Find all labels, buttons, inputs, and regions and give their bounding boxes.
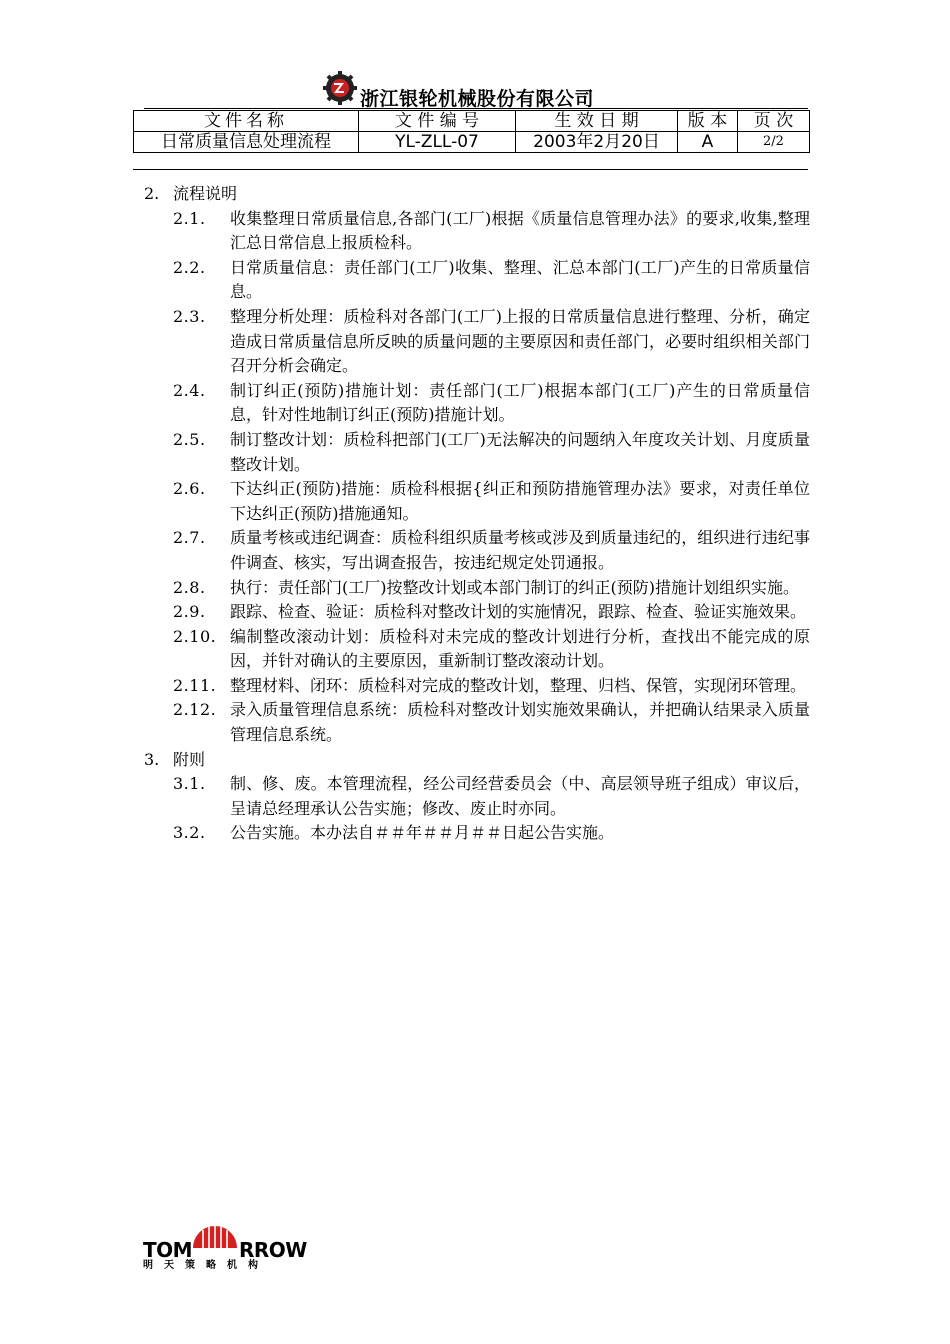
- item-text: 制订纠正(预防)措施计划：责任部门(工厂)根据本部门(工厂)产生的日常质量信息，针对性地制订纠正(预防)措施计划。: [230, 380, 810, 425]
- section-heading: [144, 748, 814, 773]
- item-number: 2.8.: [173, 577, 206, 597]
- item-text: 制、修、废。本管理流程，经公司经营委员会（中、高层领导班子组成）审议后，呈请总经理承认公告实施；修改、废止时亦同。: [230, 774, 810, 818]
- item-text: 整理分析处理：质检科对各部门(工厂)上报的日常质量信息进行整理、分析，确定造成日常质量信息所反映的质量问题的主要原因和责任部门，必要时组织相关部门召开分析会确定。: [230, 306, 810, 376]
- brand-subtitle: 明天策略机构: [143, 1260, 269, 1271]
- item-number: 2.11.: [173, 675, 217, 695]
- table-header-row: [134, 111, 810, 132]
- list-item: [144, 821, 814, 846]
- header-effective-date: 生 效 日 期: [516, 111, 678, 132]
- header-page: 页 次: [738, 111, 810, 132]
- item-text: 收集整理日常质量信息,各部门(工厂)根据《质量信息管理办法》的要求,收集,整理汇总日常信息上报质检科。: [230, 208, 810, 253]
- list-item: [144, 305, 814, 379]
- list-item: [144, 477, 814, 526]
- list-item: [144, 256, 814, 305]
- item-text: 质量考核或违纪调查：质检科组织质量考核或涉及到质量违纪的，组织进行违纪事件调查、核实，写出调查报告，按违纪规定处罚通报。: [230, 528, 810, 572]
- value-page: 2/2: [738, 132, 810, 153]
- item-number: 2.1.: [173, 208, 206, 228]
- list-item: [144, 207, 814, 256]
- section-heading: [144, 182, 814, 207]
- header-rule-top: [144, 108, 808, 109]
- item-number: 2.10.: [173, 626, 217, 646]
- item-number: 2.7.: [173, 528, 206, 548]
- value-version: A: [678, 132, 738, 153]
- item-text: 日常质量信息：责任部门(工厂)收集、整理、汇总本部门(工厂)产生的日常质量信息。: [230, 257, 810, 302]
- item-number: 3.1.: [173, 774, 206, 794]
- list-item: [144, 625, 814, 674]
- item-number: 2.12.: [173, 700, 217, 720]
- item-text: 跟踪、检查、验证：质检科对整改计划的实施情况，跟踪、检查、验证实施效果。: [230, 602, 807, 622]
- section-number: 2.: [144, 184, 160, 203]
- list-item: [144, 576, 814, 601]
- table-value-row: [134, 132, 810, 153]
- document-body: [144, 182, 814, 846]
- list-item: [144, 698, 814, 747]
- list-item: [144, 526, 814, 575]
- item-number: 3.2.: [173, 823, 206, 843]
- item-text: 录入质量管理信息系统：质检科对整改计划实施效果确认，并把确认结果录入质量管理信息系统。: [230, 700, 810, 745]
- item-text: 制订整改计划：质检科把部门(工厂)无法解决的问题纳入年度攻关计划、月度质量整改计划。: [230, 429, 810, 474]
- item-number: 2.6.: [173, 479, 206, 499]
- list-item: [144, 772, 814, 821]
- item-number: 2.4.: [173, 380, 206, 400]
- section-title: 附则: [173, 749, 206, 769]
- company-name: 浙江银轮机械股份有限公司: [360, 88, 595, 110]
- document-info-table: [133, 110, 810, 153]
- tomorrow-sun-logo-icon: [189, 1212, 241, 1254]
- value-doc-name: 日常质量信息处理流程: [134, 132, 359, 153]
- brand-right: RROW: [239, 1238, 307, 1262]
- item-text: 整理材料、闭环：质检科对完成的整改计划，整理、归档、保管，实现闭环管理。: [230, 675, 807, 695]
- list-item: [144, 379, 814, 428]
- item-text: 下达纠正(预防)措施：质检科根据{纠正和预防措施管理办法》要求，对责任单位下达纠正(预防)措施通知。: [230, 479, 810, 523]
- section-number: 3.: [144, 749, 160, 769]
- header-version: 版 本: [678, 111, 738, 132]
- item-number: 2.5.: [173, 429, 206, 449]
- item-number: 2.3.: [173, 306, 206, 326]
- item-number: 2.9.: [173, 602, 206, 622]
- list-item: [144, 674, 814, 699]
- header-doc-name: 文件名称: [134, 111, 359, 132]
- list-item: [144, 600, 814, 625]
- value-doc-number: YL-ZLL-07: [359, 132, 516, 153]
- footer-logo: [143, 1212, 307, 1271]
- list-item: [144, 428, 814, 477]
- item-text: 编制整改滚动计划：质检科对未完成的整改计划进行分析，查找出不能完成的原因，并针对确认的主要原因，重新制订整改滚动计划。: [230, 626, 810, 671]
- header-rule-bottom: [133, 169, 808, 170]
- brand-left: TOM: [143, 1238, 193, 1262]
- item-text: 公告实施。本办法自＃＃年＃＃月＃＃日起公告实施。: [230, 823, 615, 843]
- item-number: 2.2.: [173, 257, 206, 277]
- header-doc-number: 文 件 编 号: [359, 111, 516, 132]
- company-gear-logo-icon: [322, 70, 358, 106]
- section-title: 流程说明: [173, 184, 238, 203]
- value-effective-date: 2003年2月20日: [516, 132, 678, 153]
- item-text: 执行：责任部门(工厂)按整改计划或本部门制订的纠正(预防)措施计划组织实施。: [230, 577, 799, 597]
